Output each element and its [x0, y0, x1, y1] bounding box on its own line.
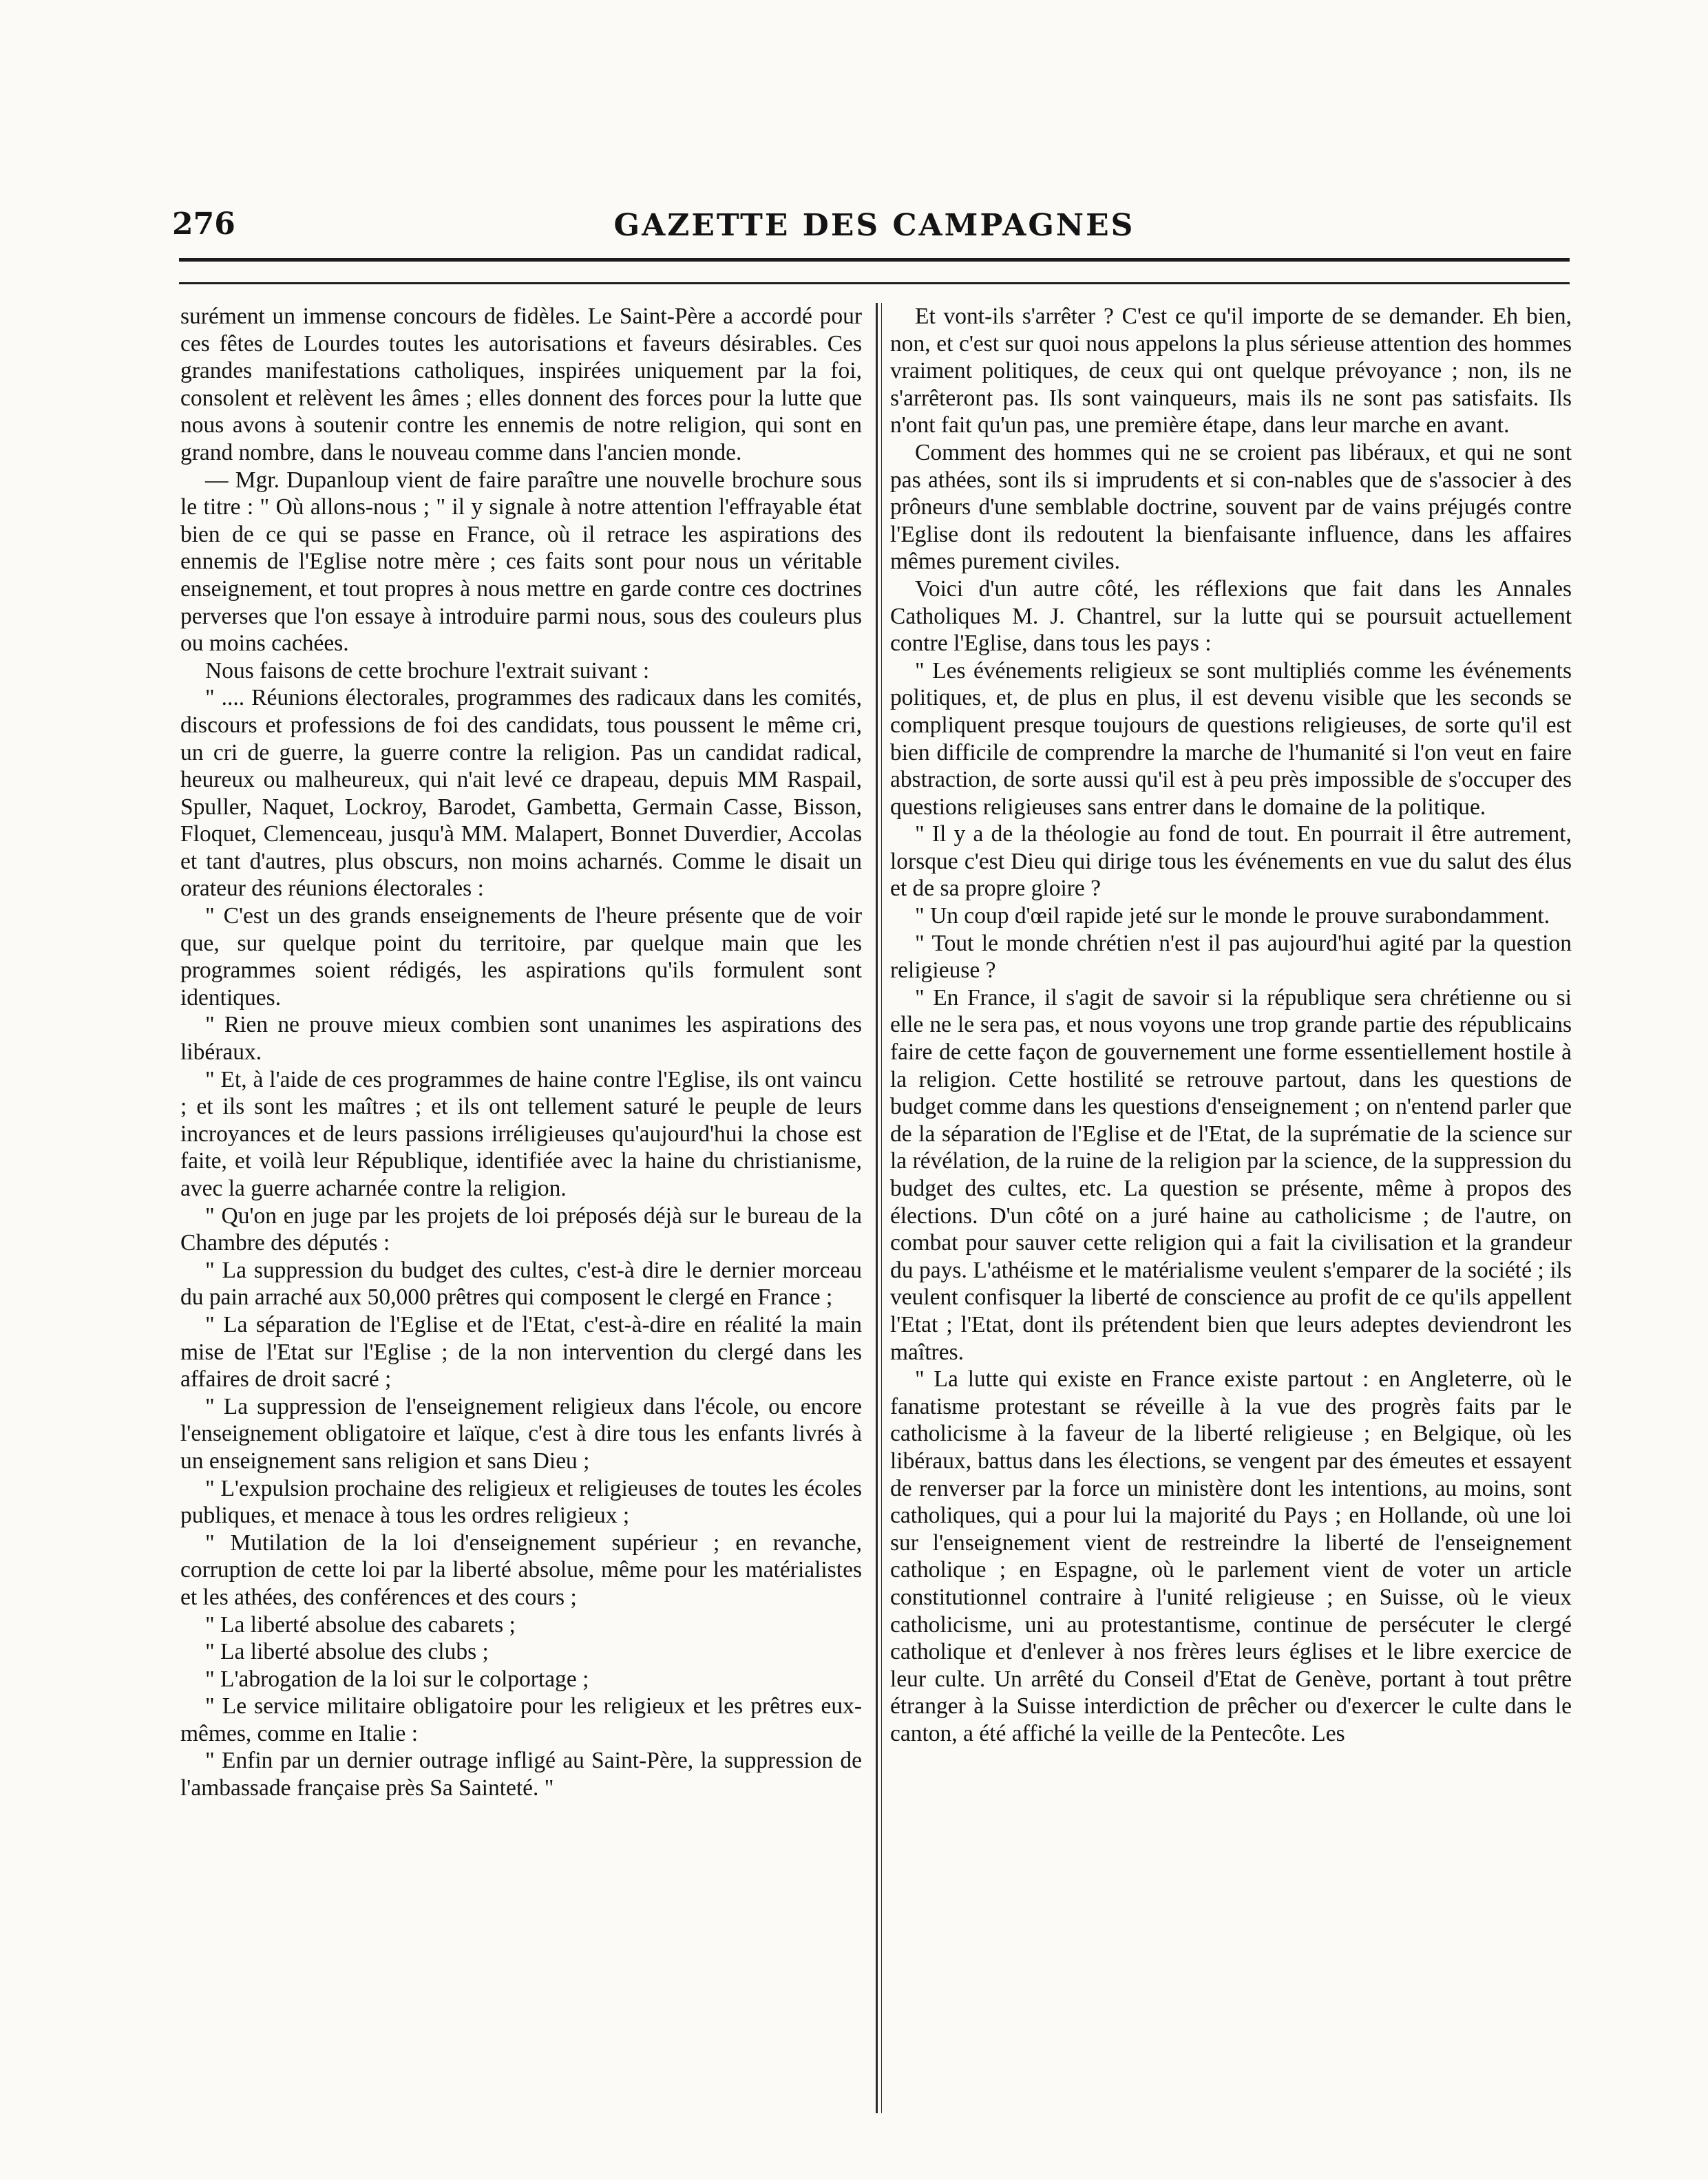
paragraph: " Tout le monde chrétien n'est il pas aujourd'hui agité par la question religieuse ?: [890, 930, 1572, 984]
left-column: [180, 303, 862, 1802]
header-rule-thin: [179, 282, 1570, 284]
paragraph: surément un immense concours de fidèles. Le Saint-Père a accordé pour ces fêtes de Lourdes toutes les autorisations et faveurs désirables. Ces grandes manifestations catholiques, inspirées uniquement par la foi, consolent et relèvent les âmes ; elles donnent des forces pour la lutte que nous avons à soutenir contre les ennemis de notre religion, qui sont en grand nombre, dans le nouveau comme dans l'ancien monde.: [180, 304, 862, 465]
paragraph: Et vont-ils s'arrêter ? C'est ce qu'il importe de se demander. Eh bien, non, et c'est sur quoi nous appelons la plus sérieuse attention des hommes vraiment politiques, de ceux qui ont quelque prévoyance ; non, ils ne s'arrêteront pas. Ils sont vainqueurs, mais ils ne sont pas satisfaits. Ils n'ont fait qu'un pas, une première étape, dans leur marche en avant.: [890, 304, 1572, 438]
paragraph: " Enfin par un dernier outrage infligé au Saint-Père, la suppression de l'ambassade française près Sa Sainteté. ": [180, 1748, 862, 1801]
paragraph: Comment des hommes qui ne se croient pas libéraux, et qui ne sont pas athées, sont ils si imprudents et si con-nables que de s'associer à des prôneurs d'une semblable doctrine, souvent par de vains préjugés contre l'Eglise dont ils redoutent la bienfaisante influence, dans les affaires mêmes purement civiles.: [890, 439, 1572, 575]
column-divider: [876, 303, 878, 2113]
paragraph: " Mutilation de la loi d'enseignement supérieur ; en revanche, corruption de cette loi par la liberté absolue, même pour les matérialistes et les athées, des conférences et des cours ;: [180, 1530, 862, 1610]
paragraph: " L'expulsion prochaine des religieux et religieuses de toutes les écoles publiques, et menace à tous les ordres religieux ;: [180, 1475, 862, 1529]
paragraph: " Rien ne prouve mieux combien sont unanimes les aspirations des libéraux.: [180, 1012, 862, 1066]
paragraph: " En France, il s'agit de savoir si la république sera chrétienne ou si elle ne le sera pas, et nous voyons une trop grande partie des républicains faire de cette façon de gouvernement une forme essentiellement hostile à la religion. Cette hostilité se retrouve partout, dans les questions de budget comme dans les questions d'enseignement ; on n'entend parler que de la séparation de l'Eglise et de l'Etat, de la suprématie de la science sur la révélation, de la ruine de la religion par la science, de la suppression du budget des cultes, etc. La question se présente, même à propos des élections. D'un côté on a juré haine au catholicisme ; de l'autre, on combat pour sauver cette religion qui a fait la civilisation et la grandeur du pays. L'athéisme et le matérialisme veulent s'emparer de la société ; ils veulent confisquer la liberté de conscience au profit de ce qu'ils appellent l'Etat ; l'Etat, dont ils prétendent bien que leurs adeptes deviendront les maîtres.: [890, 984, 1572, 1365]
paragraph: " Les événements religieux se sont multipliés comme les événements politiques, et, de plus en plus, il est devenu visible que les seconds se compliquent presque toujours de questions religieuses, de sorte qu'il est bien difficile de comprendre la marche de l'humanité si l'on veut en faire abstraction, de sorte aussi qu'il est à peu près impossible de s'occuper des questions religieuses sans entrer dans le domaine de la politique.: [890, 657, 1572, 820]
paragraph: Nous faisons de cette brochure l'extrait suivant :: [205, 657, 650, 684]
paragraph: " C'est un des grands enseignements de l'heure présente que de voir que, sur quelque point du territoire, par quelque main que les programmes soient rédigés, les aspirations qu'ils formulent sont identiques.: [180, 903, 862, 1010]
paragraph: " Il y a de la théologie au fond de tout. En pourrait il être autrement, lorsque c'est Dieu qui dirige tous les événements en vue du salut des élus et de sa propre gloire ?: [890, 821, 1572, 902]
header-rule: [179, 258, 1570, 262]
page-number: 276: [172, 207, 235, 242]
paragraph: " La séparation de l'Eglise et de l'Etat, c'est-à-dire en réalité la main mise de l'Etat sur l'Eglise ; de la non intervention du clergé dans les affaires de droit sacré ;: [180, 1311, 862, 1393]
paragraph: " Un coup d'œil rapide jeté sur le monde le prouve surabondamment.: [915, 903, 1550, 929]
paragraph: " Et, à l'aide de ces programmes de haine contre l'Eglise, ils ont vaincu ; et ils sont les maîtres ; et ils ont tellement saturé le peuple de leurs incroyances et de leurs passions irréligieuses qu'aujourd'hui la chose est faite, et voilà leur République, identifiée avec la haine du christianisme, avec la guerre acharnée contre la religion.: [180, 1066, 862, 1201]
column-divider-thin: [881, 303, 882, 2113]
paragraph: " Qu'on en juge par les projets de loi préposés déjà sur le bureau de la Chambre des députés :: [180, 1203, 862, 1256]
paragraph: " La liberté absolue des clubs ;: [205, 1639, 489, 1665]
page-header: [172, 207, 1577, 248]
paragraph: " La suppression de l'enseignement religieux dans l'école, ou encore l'enseignement obligatoire et laïque, c'est à dire tous les enfants livrés à un enseignement sans religion et sans Dieu ;: [180, 1393, 862, 1474]
paragraph: " La liberté absolue des cabarets ;: [205, 1611, 516, 1638]
page-title: GAZETTE DES CAMPAGNES: [613, 208, 1135, 243]
paragraph: " Le service militaire obligatoire pour les religieux et les prêtres eux-mêmes, comme en Italie :: [180, 1693, 862, 1746]
paragraph: " La suppression du budget des cultes, c'est-à dire le dernier morceau du pain arraché aux 50,000 prêtres qui composent le clergé en France ;: [180, 1257, 862, 1311]
paragraph: " L'abrogation de la loi sur le colportage ;: [205, 1666, 589, 1692]
paragraph: " .... Réunions électorales, programmes des radicaux dans les comités, discours et professions de foi des candidats, tous poussent le même cri, un cri de guerre, la guerre contre la religion. Pas un candidat radical, heureux ou malheureux, qui n'ait levé ce drapeau, depuis MM Raspail, Spuller, Naquet, Lockroy, Barodet, Gambetta, Germain Casse, Bisson, Floquet, Clemenceau, jusqu'à MM. Malapert, Bonnet Duverdier, Accolas et tant d'autres, plus obscurs, non moins acharnés. Comme le disait un orateur des réunions électorales :: [180, 685, 862, 902]
paragraph: " La lutte qui existe en France existe partout : en Angleterre, où le fanatisme protestant se réveille à la vue des progrès faits par le catholicisme à la faveur de la liberté religieuse ; en Belgique, où les libéraux, battus dans les élections, se vengent par des émeutes et essayent de renverser par la force un ministère dont les intentions, au moins, sont catholiques, qui a pour lui la majorité du Pays ; en Hollande, où une loi sur l'enseignement vient de restreindre la liberté de l'enseignement catholique ; en Espagne, où le parlement vient de voter un article constitutionnel contraire à l'unité religieuse ; en Suisse, où le vieux catholicisme, uni au protestantisme, continue de persécuter le clergé catholique et d'enlever à nos frères leurs églises et le libre exercice de leur culte. Un arrêté du Conseil d'Etat de Genève, portant à tout prêtre étranger à la Suisse interdiction de prêcher ou d'exercer le culte dans le canton, a été affiché la veille de la Pentecôte. Les: [890, 1366, 1572, 1746]
paragraph: Voici d'un autre côté, les réflexions que fait dans les Annales Catholiques M. J. Chantrel, sur la lutte qui se poursuit actuellement contre l'Eglise, dans tous les pays :: [890, 575, 1572, 657]
right-column: [890, 303, 1572, 1747]
paragraph: — Mgr. Dupanloup vient de faire paraître une nouvelle brochure sous le titre : " Où allons-nous ; " il y signale à notre attention l'effrayable état bien de ce qui se passe en France, où il retrace les aspirations des ennemis de l'Eglise notre mère ; ces faits sont pour nous un véritable enseignement, et tout propres à nous mettre en garde contre ces doctrines perverses que l'on essaye à introduire parmi nous, sous des couleurs plus ou moins cachées.: [180, 467, 862, 657]
